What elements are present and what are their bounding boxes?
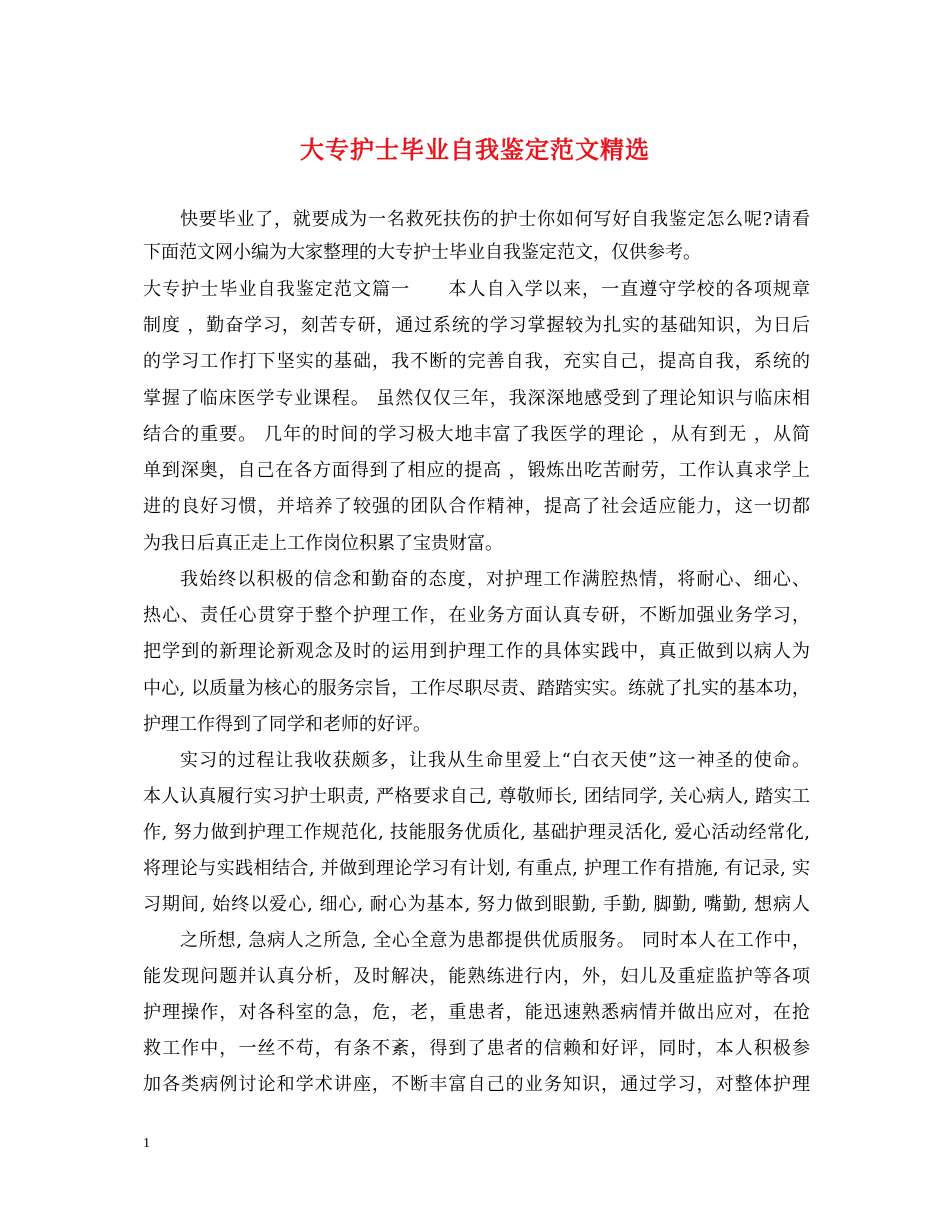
paragraph-line: 加各类病例讨论和学术讲座，不断丰富自己的业务知识，通过学习，对整体护理 xyxy=(143,1074,810,1095)
paragraph-line: 护理操作，对各科室的急，危，老，重患者，能迅速熟悉病情并做出应对，在抢 xyxy=(143,1002,810,1023)
paragraph-line: 大专护士毕业自我鉴定范文篇一 本人自入学以来，一直遵守学校的各项规章 xyxy=(143,279,810,300)
paragraph-line: 将理论与实践相结合, 并做到理论学习有计划, 有重点, 护理工作有措施, 有记录, 实 xyxy=(143,858,810,879)
page-number: 1 xyxy=(143,1136,150,1151)
paragraph-line: 之所想, 急病人之所急, 全心全意为患都提供优质服务。 同时本人在工作中， xyxy=(180,930,810,951)
document-title: 大专护士毕业自我鉴定范文精选 xyxy=(300,135,650,164)
paragraph-line: 掌握了临床医学专业课程。 虽然仅仅三年，我深深地感受到了理论知识与临床相 xyxy=(143,388,810,409)
paragraph-line: 本人认真履行实习护士职责, 严格要求自己, 尊敬师长, 团结同学, 关心病人, 踏实工 xyxy=(143,786,810,807)
paragraph-line: 作, 努力做到护理工作规范化, 技能服务优质化, 基础护理灵活化, 爱心活动经常化, xyxy=(143,822,810,843)
paragraph-line: 我始终以积极的信念和勤奋的态度，对护理工作满腔热情，将耐心、细心、 xyxy=(180,569,810,590)
paragraph-line: 进的良好习惯，并培养了较强的团队合作精神，提高了社会适应能力，这一切都 xyxy=(143,496,810,517)
paragraph-line: 为我日后真正走上工作岗位积累了宝贵财富。 xyxy=(143,533,503,554)
paragraph-line: 实习的过程让我收获颇多，让我从生命里爱上“白衣天使”这一神圣的使命。 xyxy=(180,750,810,771)
paragraph-line: 习期间, 始终以爱心, 细心, 耐心为基本, 努力做到眼勤, 手勤, 脚勤, 嘴勤, 想病人 xyxy=(143,894,810,915)
paragraph-line: 结合的重要。 几年的时间的学习极大地丰富了我医学的理论 ，从有到无 ，从简 xyxy=(143,424,810,445)
paragraph-line: 能发现问题并认真分析，及时解决，能熟练进行内，外，妇儿及重症监护等各项 xyxy=(143,966,810,987)
paragraph-line: 快要毕业了，就要成为一名救死扶伤的护士你如何写好自我鉴定怎么呢?请看 xyxy=(180,209,810,230)
paragraph-line: 中心, 以质量为核心的服务宗旨，工作尽职尽责、踏踏实实。练就了扎实的基本功， xyxy=(143,678,810,699)
paragraph-line: 把学到的新理论新观念及时的运用到护理工作的具体实践中，真正做到以病人为 xyxy=(143,641,810,662)
paragraph-line: 护理工作得到了同学和老师的好评。 xyxy=(143,714,431,735)
paragraph-line: 的学习工作打下坚实的基础，我不断的完善自我，充实自己，提高自我，系统的 xyxy=(143,351,810,372)
paragraph-line: 下面范文网小编为大家整理的大专护士毕业自我鉴定范文，仅供参考。 xyxy=(143,242,701,263)
paragraph-line: 制度 ，勤奋学习，刻苦专研，通过系统的学习掌握较为扎实的基础知识，为日后 xyxy=(143,315,810,336)
paragraph-line: 单到深奥，自己在各方面得到了相应的提高 ，锻炼出吃苦耐劳，工作认真求学上 xyxy=(143,460,810,481)
paragraph-line: 救工作中，一丝不苟，有条不紊，得到了患者的信赖和好评，同时，本人积极参 xyxy=(143,1038,810,1059)
paragraph-line: 热心、责任心贯穿于整个护理工作，在业务方面认真专研，不断加强业务学习， xyxy=(143,605,810,626)
